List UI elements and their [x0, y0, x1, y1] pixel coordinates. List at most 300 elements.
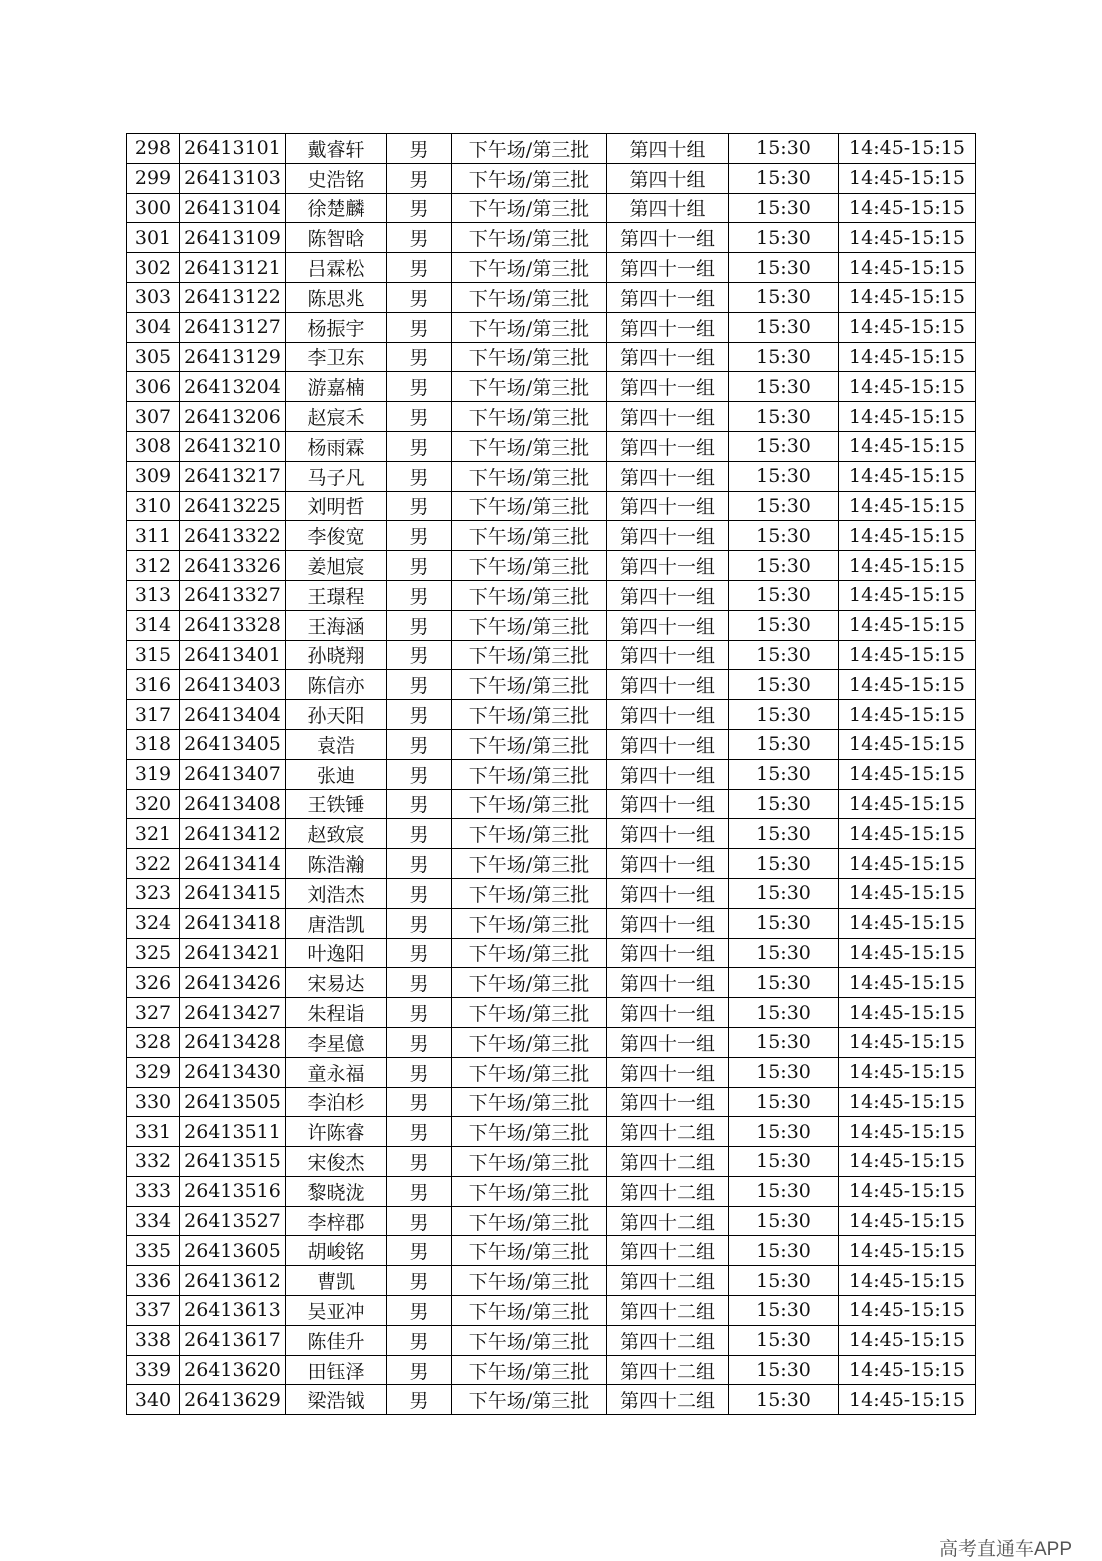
exam-id-cell: 26413103	[180, 163, 286, 193]
group-cell: 第四十一组	[607, 908, 729, 938]
checkin-cell: 14:45-15:15	[839, 1057, 976, 1087]
name-cell: 陈浩瀚	[286, 849, 387, 879]
seq-cell: 316	[127, 670, 180, 700]
session-cell: 下午场/第三批	[452, 1296, 607, 1326]
time-cell: 15:30	[729, 521, 839, 551]
time-cell: 15:30	[729, 1355, 839, 1385]
table-row	[127, 759, 976, 789]
gender-cell: 男	[387, 1087, 452, 1117]
group-cell: 第四十组	[607, 134, 729, 164]
seq-cell: 311	[127, 521, 180, 551]
time-cell: 15:30	[729, 1176, 839, 1206]
seq-cell: 327	[127, 998, 180, 1028]
time-cell: 15:30	[729, 1385, 839, 1415]
checkin-cell: 14:45-15:15	[839, 431, 976, 461]
name-cell: 刘明哲	[286, 491, 387, 521]
table-row	[127, 223, 976, 253]
group-cell: 第四十组	[607, 163, 729, 193]
seq-cell: 339	[127, 1355, 180, 1385]
checkin-cell: 14:45-15:15	[839, 938, 976, 968]
name-cell: 袁浩	[286, 729, 387, 759]
gender-cell: 男	[387, 1147, 452, 1177]
session-cell: 下午场/第三批	[452, 819, 607, 849]
exam-id-cell: 26413430	[180, 1057, 286, 1087]
table-row	[127, 312, 976, 342]
group-cell: 第四十一组	[607, 700, 729, 730]
session-cell: 下午场/第三批	[452, 312, 607, 342]
table-row	[127, 819, 976, 849]
exam-id-cell: 26413414	[180, 849, 286, 879]
time-cell: 15:30	[729, 700, 839, 730]
name-cell: 陈佳升	[286, 1325, 387, 1355]
time-cell: 15:30	[729, 1325, 839, 1355]
table-row	[127, 1176, 976, 1206]
name-cell: 马子凡	[286, 461, 387, 491]
seq-cell: 322	[127, 849, 180, 879]
name-cell: 刘浩杰	[286, 878, 387, 908]
table-row	[127, 1206, 976, 1236]
table-row	[127, 1087, 976, 1117]
time-cell: 15:30	[729, 431, 839, 461]
seq-cell: 308	[127, 431, 180, 461]
gender-cell: 男	[387, 253, 452, 283]
session-cell: 下午场/第三批	[452, 670, 607, 700]
seq-cell: 299	[127, 163, 180, 193]
name-cell: 孙晓翔	[286, 640, 387, 670]
gender-cell: 男	[387, 1266, 452, 1296]
time-cell: 15:30	[729, 282, 839, 312]
session-cell: 下午场/第三批	[452, 968, 607, 998]
name-cell: 李星億	[286, 1027, 387, 1057]
group-cell: 第四十一组	[607, 253, 729, 283]
gender-cell: 男	[387, 580, 452, 610]
table-row	[127, 372, 976, 402]
exam-id-cell: 26413412	[180, 819, 286, 849]
group-cell: 第四十一组	[607, 729, 729, 759]
name-cell: 杨雨霖	[286, 431, 387, 461]
checkin-cell: 14:45-15:15	[839, 700, 976, 730]
table-row	[127, 193, 976, 223]
gender-cell: 男	[387, 312, 452, 342]
time-cell: 15:30	[729, 580, 839, 610]
gender-cell: 男	[387, 998, 452, 1028]
name-cell: 李泊杉	[286, 1087, 387, 1117]
table-row	[127, 580, 976, 610]
gender-cell: 男	[387, 640, 452, 670]
exam-id-cell: 26413408	[180, 789, 286, 819]
name-cell: 李卫东	[286, 342, 387, 372]
gender-cell: 男	[387, 610, 452, 640]
session-cell: 下午场/第三批	[452, 729, 607, 759]
exam-id-cell: 26413225	[180, 491, 286, 521]
exam-id-cell: 26413613	[180, 1296, 286, 1326]
time-cell: 15:30	[729, 551, 839, 581]
checkin-cell: 14:45-15:15	[839, 729, 976, 759]
time-cell: 15:30	[729, 1266, 839, 1296]
gender-cell: 男	[387, 1176, 452, 1206]
checkin-cell: 14:45-15:15	[839, 1176, 976, 1206]
checkin-cell: 14:45-15:15	[839, 402, 976, 432]
table-row	[127, 729, 976, 759]
table-row	[127, 1027, 976, 1057]
session-cell: 下午场/第三批	[452, 1266, 607, 1296]
group-cell: 第四十一组	[607, 998, 729, 1028]
checkin-cell: 14:45-15:15	[839, 1296, 976, 1326]
session-cell: 下午场/第三批	[452, 1206, 607, 1236]
name-cell: 唐浩凯	[286, 908, 387, 938]
seq-cell: 338	[127, 1325, 180, 1355]
exam-id-cell: 26413401	[180, 640, 286, 670]
time-cell: 15:30	[729, 1206, 839, 1236]
time-cell: 15:30	[729, 1296, 839, 1326]
seq-cell: 302	[127, 253, 180, 283]
time-cell: 15:30	[729, 759, 839, 789]
exam-id-cell: 26413210	[180, 431, 286, 461]
checkin-cell: 14:45-15:15	[839, 1147, 976, 1177]
group-cell: 第四十一组	[607, 640, 729, 670]
checkin-cell: 14:45-15:15	[839, 1087, 976, 1117]
group-cell: 第四十二组	[607, 1266, 729, 1296]
gender-cell: 男	[387, 1355, 452, 1385]
name-cell: 曹凯	[286, 1266, 387, 1296]
time-cell: 15:30	[729, 1236, 839, 1266]
seq-cell: 328	[127, 1027, 180, 1057]
watermark-text: 高考直通车APP	[938, 1539, 1072, 1560]
session-cell: 下午场/第三批	[452, 491, 607, 521]
group-cell: 第四十一组	[607, 759, 729, 789]
checkin-cell: 14:45-15:15	[839, 134, 976, 164]
checkin-cell: 14:45-15:15	[839, 193, 976, 223]
gender-cell: 男	[387, 1027, 452, 1057]
table-row	[127, 491, 976, 521]
session-cell: 下午场/第三批	[452, 431, 607, 461]
exam-id-cell: 26413327	[180, 580, 286, 610]
name-cell: 吕霖松	[286, 253, 387, 283]
exam-id-cell: 26413217	[180, 461, 286, 491]
seq-cell: 303	[127, 282, 180, 312]
table-row	[127, 908, 976, 938]
name-cell: 李俊宽	[286, 521, 387, 551]
gender-cell: 男	[387, 1296, 452, 1326]
time-cell: 15:30	[729, 729, 839, 759]
time-cell: 15:30	[729, 223, 839, 253]
exam-id-cell: 26413405	[180, 729, 286, 759]
name-cell: 梁浩钺	[286, 1385, 387, 1415]
group-cell: 第四十二组	[607, 1385, 729, 1415]
seq-cell: 337	[127, 1296, 180, 1326]
gender-cell: 男	[387, 1117, 452, 1147]
session-cell: 下午场/第三批	[452, 372, 607, 402]
name-cell: 王海涵	[286, 610, 387, 640]
table-row	[127, 700, 976, 730]
seq-cell: 340	[127, 1385, 180, 1415]
name-cell: 史浩铭	[286, 163, 387, 193]
group-cell: 第四十一组	[607, 431, 729, 461]
time-cell: 15:30	[729, 402, 839, 432]
table-row	[127, 1296, 976, 1326]
checkin-cell: 14:45-15:15	[839, 998, 976, 1028]
seq-cell: 335	[127, 1236, 180, 1266]
time-cell: 15:30	[729, 134, 839, 164]
exam-id-cell: 26413620	[180, 1355, 286, 1385]
group-cell: 第四十二组	[607, 1296, 729, 1326]
gender-cell: 男	[387, 1236, 452, 1266]
exam-id-cell: 26413407	[180, 759, 286, 789]
group-cell: 第四十一组	[607, 878, 729, 908]
seq-cell: 330	[127, 1087, 180, 1117]
seq-cell: 304	[127, 312, 180, 342]
name-cell: 童永福	[286, 1057, 387, 1087]
group-cell: 第四十一组	[607, 551, 729, 581]
gender-cell: 男	[387, 521, 452, 551]
checkin-cell: 14:45-15:15	[839, 1325, 976, 1355]
time-cell: 15:30	[729, 193, 839, 223]
session-cell: 下午场/第三批	[452, 610, 607, 640]
group-cell: 第四十一组	[607, 461, 729, 491]
seq-cell: 314	[127, 610, 180, 640]
exam-id-cell: 26413127	[180, 312, 286, 342]
name-cell: 宋俊杰	[286, 1147, 387, 1177]
table-row	[127, 551, 976, 581]
session-cell: 下午场/第三批	[452, 580, 607, 610]
exam-id-cell: 26413629	[180, 1385, 286, 1415]
name-cell: 李梓郡	[286, 1206, 387, 1236]
exam-id-cell: 26413204	[180, 372, 286, 402]
session-cell: 下午场/第三批	[452, 849, 607, 879]
schedule-table	[126, 133, 976, 1415]
time-cell: 15:30	[729, 372, 839, 402]
group-cell: 第四十组	[607, 193, 729, 223]
gender-cell: 男	[387, 1057, 452, 1087]
group-cell: 第四十一组	[607, 849, 729, 879]
session-cell: 下午场/第三批	[452, 282, 607, 312]
exam-id-cell: 26413109	[180, 223, 286, 253]
name-cell: 朱程诣	[286, 998, 387, 1028]
name-cell: 赵宸禾	[286, 402, 387, 432]
gender-cell: 男	[387, 491, 452, 521]
name-cell: 赵致宸	[286, 819, 387, 849]
exam-id-cell: 26413511	[180, 1117, 286, 1147]
seq-cell: 318	[127, 729, 180, 759]
exam-id-cell: 26413101	[180, 134, 286, 164]
name-cell: 宋易达	[286, 968, 387, 998]
seq-cell: 325	[127, 938, 180, 968]
gender-cell: 男	[387, 670, 452, 700]
checkin-cell: 14:45-15:15	[839, 491, 976, 521]
session-cell: 下午场/第三批	[452, 1027, 607, 1057]
gender-cell: 男	[387, 342, 452, 372]
table-row	[127, 1117, 976, 1147]
name-cell: 孙天阳	[286, 700, 387, 730]
seq-cell: 324	[127, 908, 180, 938]
table-row	[127, 431, 976, 461]
checkin-cell: 14:45-15:15	[839, 610, 976, 640]
session-cell: 下午场/第三批	[452, 223, 607, 253]
time-cell: 15:30	[729, 849, 839, 879]
group-cell: 第四十一组	[607, 1087, 729, 1117]
session-cell: 下午场/第三批	[452, 521, 607, 551]
checkin-cell: 14:45-15:15	[839, 759, 976, 789]
seq-cell: 331	[127, 1117, 180, 1147]
session-cell: 下午场/第三批	[452, 402, 607, 432]
session-cell: 下午场/第三批	[452, 1325, 607, 1355]
session-cell: 下午场/第三批	[452, 759, 607, 789]
gender-cell: 男	[387, 759, 452, 789]
gender-cell: 男	[387, 968, 452, 998]
exam-id-cell: 26413129	[180, 342, 286, 372]
name-cell: 许陈睿	[286, 1117, 387, 1147]
time-cell: 15:30	[729, 878, 839, 908]
gender-cell: 男	[387, 1325, 452, 1355]
exam-id-cell: 26413427	[180, 998, 286, 1028]
name-cell: 杨振宇	[286, 312, 387, 342]
seq-cell: 321	[127, 819, 180, 849]
time-cell: 15:30	[729, 342, 839, 372]
session-cell: 下午场/第三批	[452, 134, 607, 164]
group-cell: 第四十一组	[607, 789, 729, 819]
gender-cell: 男	[387, 223, 452, 253]
group-cell: 第四十一组	[607, 282, 729, 312]
checkin-cell: 14:45-15:15	[839, 908, 976, 938]
table-row	[127, 342, 976, 372]
table-row	[127, 1385, 976, 1415]
name-cell: 田钰泽	[286, 1355, 387, 1385]
gender-cell: 男	[387, 193, 452, 223]
checkin-cell: 14:45-15:15	[839, 1206, 976, 1236]
group-cell: 第四十一组	[607, 1057, 729, 1087]
name-cell: 王铁锤	[286, 789, 387, 819]
table-row	[127, 282, 976, 312]
seq-cell: 310	[127, 491, 180, 521]
seq-cell: 301	[127, 223, 180, 253]
group-cell: 第四十一组	[607, 372, 729, 402]
seq-cell: 333	[127, 1176, 180, 1206]
time-cell: 15:30	[729, 968, 839, 998]
group-cell: 第四十二组	[607, 1325, 729, 1355]
time-cell: 15:30	[729, 938, 839, 968]
group-cell: 第四十二组	[607, 1236, 729, 1266]
time-cell: 15:30	[729, 163, 839, 193]
table-row	[127, 1057, 976, 1087]
name-cell: 陈智晗	[286, 223, 387, 253]
name-cell: 游嘉楠	[286, 372, 387, 402]
checkin-cell: 14:45-15:15	[839, 372, 976, 402]
session-cell: 下午场/第三批	[452, 1176, 607, 1206]
gender-cell: 男	[387, 461, 452, 491]
checkin-cell: 14:45-15:15	[839, 968, 976, 998]
exam-id-cell: 26413426	[180, 968, 286, 998]
checkin-cell: 14:45-15:15	[839, 789, 976, 819]
checkin-cell: 14:45-15:15	[839, 1236, 976, 1266]
seq-cell: 336	[127, 1266, 180, 1296]
time-cell: 15:30	[729, 1147, 839, 1177]
session-cell: 下午场/第三批	[452, 1057, 607, 1087]
exam-id-cell: 26413617	[180, 1325, 286, 1355]
table-row	[127, 968, 976, 998]
group-cell: 第四十二组	[607, 1176, 729, 1206]
gender-cell: 男	[387, 729, 452, 759]
exam-id-cell: 26413322	[180, 521, 286, 551]
session-cell: 下午场/第三批	[452, 461, 607, 491]
table-row	[127, 998, 976, 1028]
checkin-cell: 14:45-15:15	[839, 521, 976, 551]
exam-id-cell: 26413421	[180, 938, 286, 968]
seq-cell: 315	[127, 640, 180, 670]
table-row	[127, 640, 976, 670]
table-row	[127, 461, 976, 491]
gender-cell: 男	[387, 402, 452, 432]
seq-cell: 306	[127, 372, 180, 402]
session-cell: 下午场/第三批	[452, 1147, 607, 1177]
checkin-cell: 14:45-15:15	[839, 1027, 976, 1057]
table-row	[127, 521, 976, 551]
session-cell: 下午场/第三批	[452, 938, 607, 968]
group-cell: 第四十一组	[607, 610, 729, 640]
time-cell: 15:30	[729, 908, 839, 938]
gender-cell: 男	[387, 938, 452, 968]
time-cell: 15:30	[729, 789, 839, 819]
gender-cell: 男	[387, 819, 452, 849]
group-cell: 第四十二组	[607, 1355, 729, 1385]
gender-cell: 男	[387, 789, 452, 819]
checkin-cell: 14:45-15:15	[839, 253, 976, 283]
seq-cell: 305	[127, 342, 180, 372]
table-row	[127, 134, 976, 164]
group-cell: 第四十二组	[607, 1117, 729, 1147]
table-row	[127, 610, 976, 640]
time-cell: 15:30	[729, 640, 839, 670]
exam-id-cell: 26413527	[180, 1206, 286, 1236]
exam-id-cell: 26413415	[180, 878, 286, 908]
group-cell: 第四十二组	[607, 1206, 729, 1236]
exam-id-cell: 26413515	[180, 1147, 286, 1177]
gender-cell: 男	[387, 1206, 452, 1236]
checkin-cell: 14:45-15:15	[839, 849, 976, 879]
table-row	[127, 1355, 976, 1385]
table-row	[127, 253, 976, 283]
seq-cell: 312	[127, 551, 180, 581]
seq-cell: 332	[127, 1147, 180, 1177]
gender-cell: 男	[387, 700, 452, 730]
seq-cell: 317	[127, 700, 180, 730]
session-cell: 下午场/第三批	[452, 1117, 607, 1147]
checkin-cell: 14:45-15:15	[839, 819, 976, 849]
table-body	[127, 134, 976, 1415]
checkin-cell: 14:45-15:15	[839, 461, 976, 491]
name-cell: 姜旭宸	[286, 551, 387, 581]
group-cell: 第四十一组	[607, 521, 729, 551]
group-cell: 第四十一组	[607, 491, 729, 521]
group-cell: 第四十一组	[607, 342, 729, 372]
session-cell: 下午场/第三批	[452, 1355, 607, 1385]
table-row	[127, 849, 976, 879]
time-cell: 15:30	[729, 819, 839, 849]
name-cell: 叶逸阳	[286, 938, 387, 968]
seq-cell: 329	[127, 1057, 180, 1087]
gender-cell: 男	[387, 282, 452, 312]
time-cell: 15:30	[729, 1057, 839, 1087]
time-cell: 15:30	[729, 1117, 839, 1147]
session-cell: 下午场/第三批	[452, 193, 607, 223]
exam-id-cell: 26413605	[180, 1236, 286, 1266]
checkin-cell: 14:45-15:15	[839, 342, 976, 372]
seq-cell: 323	[127, 878, 180, 908]
checkin-cell: 14:45-15:15	[839, 223, 976, 253]
checkin-cell: 14:45-15:15	[839, 1385, 976, 1415]
gender-cell: 男	[387, 551, 452, 581]
seq-cell: 298	[127, 134, 180, 164]
checkin-cell: 14:45-15:15	[839, 670, 976, 700]
